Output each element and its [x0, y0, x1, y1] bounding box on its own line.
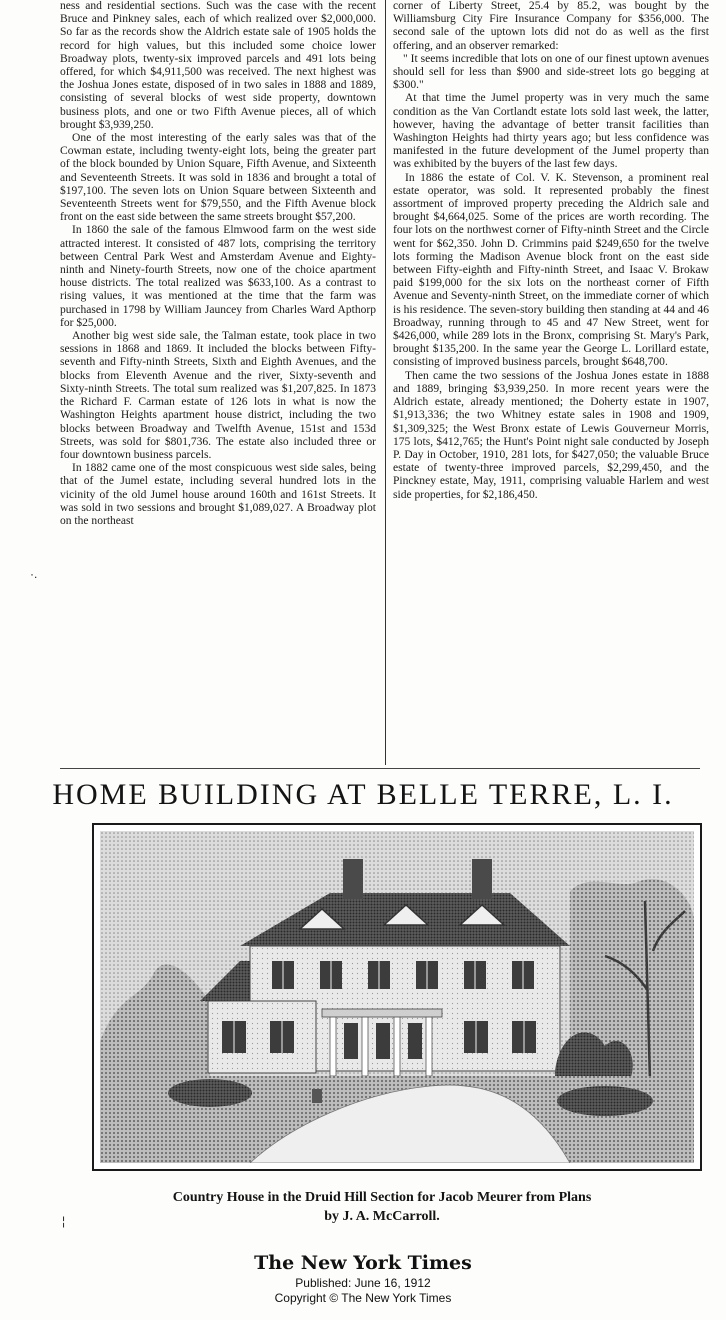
article-paragraph: ness and residential sections. Such was the case with the recent Bruce and Pinkney sales, each of which realized over $2,000,000. So far as the records show the Aldrich estate sale of 1905 holds the record for high values, but this included some choice lower Broadway plots, twenty-six improved parcels and 491 lots being offered, for which $4,911,500 was received. The next highest was the Joshua Jones estate, disposed of in two sales in 1888 and 1889, consisting of several blocks of west side property, downtown business plots, and one or two Fifth Avenue pieces, all of which brought $3,939,250.	[60, 0, 376, 131]
article-paragraph: One of the most interesting of the early sales was that of the Cowman estate, including twenty-eight lots, being the greater part of the block bounded by Union Square, Fifth Avenue, and Sixteenth and Seventeenth Streets. It was sold in 1836 and brought a total of $197,100. The seven lots on Union Square between Sixteenth and Seventeenth Streets went for $79,550, and the Fifth Avenue block front on the east side between the same streets brought $57,200.	[60, 132, 376, 224]
source-footer	[0, 1250, 726, 1306]
article-right-column	[393, 0, 709, 502]
article-paragraph: Another big west side sale, the Talman estate, took place in two sessions in 1868 and 1869. It included the blocks between Fifty-seventh and Fifty-ninth Streets, Sixth and Eighth Avenues, and the blocks from Eleventh Avenue and the river, Sixty-seventh and Sixty-ninth Streets. The total sum realized was $1,207,825. In 1873 the Richard F. Carman estate of 126 lots in what is now the Washington Heights apartment house district, including the two blocks between Broadway and Twelfth Avenue, 151st and 153d Streets, was sold for $801,736. The estate also included three or four downtown business parcels.	[60, 330, 376, 461]
article-paragraph: In 1882 came one of the most conspicuous west side sales, being that of the Jumel estate, including several hundred lots in the vicinity of the old Jumel house around 160th and 161st Streets. It was sold in two sessions and brought $1,089,027. A Broadway plot on the northeast	[60, 462, 376, 527]
margin-mark: ¦	[62, 1214, 66, 1228]
column-divider	[385, 0, 386, 765]
published-date: Published: June 16, 1912	[295, 1276, 431, 1290]
nyt-masthead-logo: The New York Times	[254, 1252, 472, 1274]
section-divider	[60, 768, 700, 769]
article-paragraph: corner of Liberty Street, 25.4 by 85.2, was bought by the Williamsburg City Fire Insurance Company for $356,000. The second sale of the uptown lots did not do as well as the first offering, and an observer remarked:	[393, 0, 709, 52]
copyright-notice: Copyright © The New York Times	[274, 1291, 452, 1305]
margin-mark: ·.	[30, 567, 38, 581]
article-paragraph: At that time the Jumel property was in very much the same condition as the Van Cortlandt estate lots sold last week, the latter, however, having the advantage of better transit facilities than Washington Heights had thirty years ago; but less confidence was manifested in the future development of the Jumel property than was exhibited by the buyers of the last few days.	[393, 92, 709, 171]
article-paragraph: In 1886 the estate of Col. V. K. Stevenson, a prominent real estate operator, was sold. It represented probably the finest assortment of improved property preceding the Aldrich sale and brought $4,664,025. Some of the prices are worth recording. The four lots on the northwest corner of Fifty-ninth Street and the Circle went for $62,350. John D. Crimmins paid $249,650 for the twelve lots forming the Madison Avenue block front on the east side between Fifty-eighth and Fifty-ninth Street, and Isaac V. Brokaw paid $199,000 for the six lots on the northeast corner of Fifth Avenue and Seventy-ninth Street, on the immediate corner of which is his residence. The seven-story building then standing at 44 and 46 Broadway, running through to 45 and 47 New Street, went for $426,000, while 289 lots in the Bronx, comprising St. Mary's Park, brought $135,200. In the same year the George L. Lorillard estate, consisting of improved business parcels, brought $648,700.	[393, 171, 709, 369]
feature-headline: HOME BUILDING AT BELLE TERRE, L. I.	[52, 778, 674, 811]
caption-line: Country House in the Druid Hill Section for Jacob Meurer from Plans	[172, 1190, 592, 1205]
article-paragraph: In 1860 the sale of the famous Elmwood farm on the west side attracted interest. It consisted of 487 lots, comprising the territory between Central Park West and Amsterdam Avenue and Eighty-ninth and Ninety-fourth Streets, now one of the choice apartment house districts. The total realized was $633,100. As a contrast to rising values, it was mentioned at the time that the farm was purchased in 1798 by William Jauncey from Charles Ward Apthorp for $25,000.	[60, 224, 376, 329]
caption-line: by J. A. McCarroll.	[324, 1209, 440, 1224]
article-quote: " It seems incredible that lots on one of our finest uptown avenues should sell for less than $900 and side-street lots go begging at $300."	[393, 52, 709, 92]
house-photograph	[92, 823, 702, 1171]
article-left-column	[60, 0, 376, 528]
photo-caption	[62, 1188, 702, 1226]
article-paragraph: Then came the two sessions of the Joshua Jones estate in 1888 and 1889, bringing $3,939,250. In more recent years were the Aldrich estate, already mentioned; the Doherty estate in 1907, $1,913,336; the two Whitney estate sales in 1908 and 1909, $1,309,325; the West Bronx estate of Lewis Gouverneur Morris, 175 lots, $412,765; the Hunt's Point night sale conducted by Joseph P. Day in October, 1910, 281 lots, for $427,050; the valuable Bruce estate of twenty-three improved parcels, $2,299,450, and the Pinckney estate, May, 1911, comprising valuable Harlem and west side properties, for $2,186,450.	[393, 369, 709, 501]
house-illustration	[100, 831, 694, 1163]
